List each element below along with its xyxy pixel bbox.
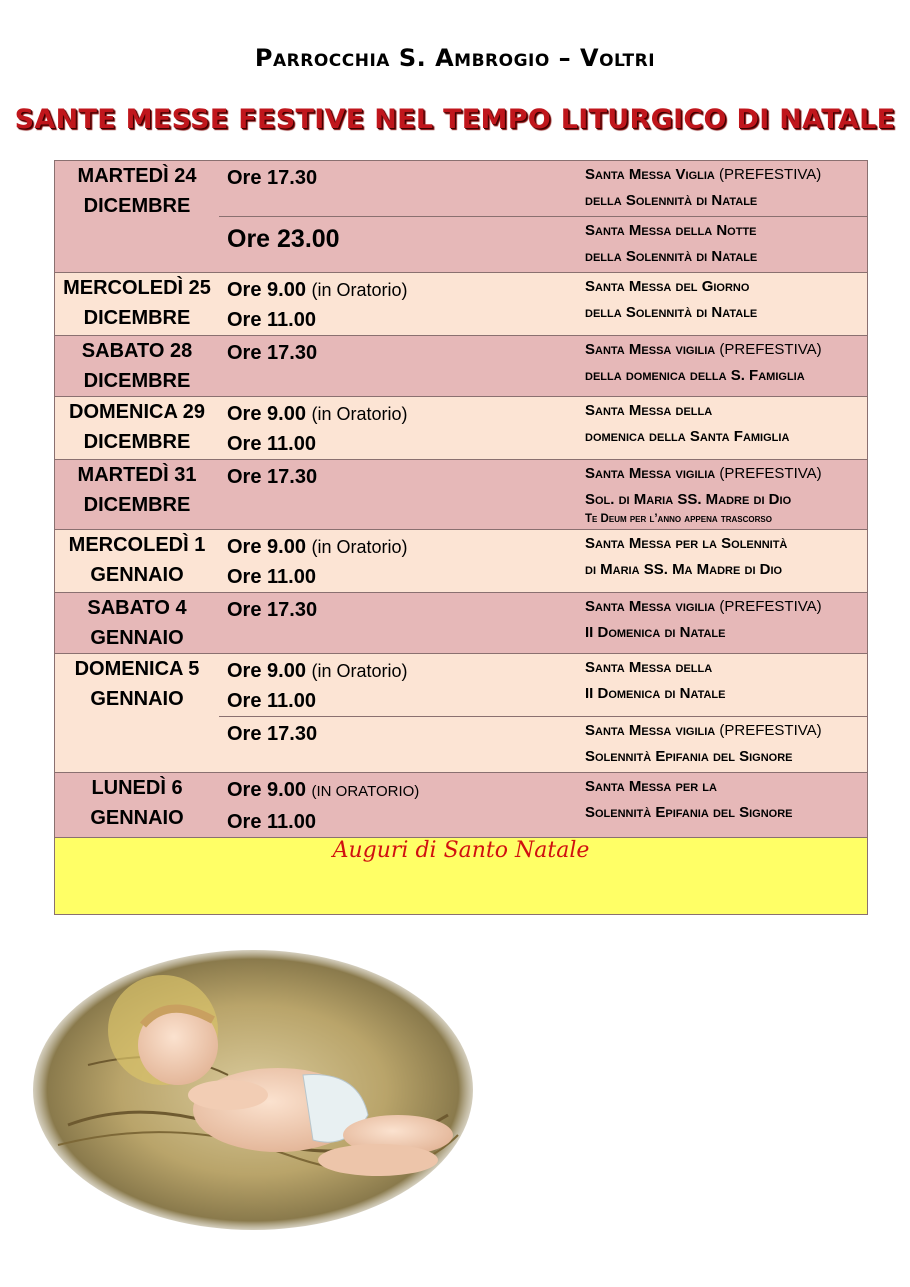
table-row [55,654,868,717]
day-cell [55,460,220,530]
mass-time: Ore 11.00 [227,309,316,331]
mass-occasion: domenica della Santa Famiglia [585,428,790,445]
day-name: MARTEDÌ 24 [77,165,197,187]
day-cell [55,773,220,838]
day-name: MERCOLEDÌ 25 [63,277,211,299]
mass-note: (PREFESTIVA) [719,465,822,482]
table-row [55,397,868,460]
mass-time: Ore 9.00 [227,660,306,682]
day-cell [55,593,220,654]
day-name: MARTEDÌ 31 [77,464,197,486]
day-name: DOMENICA 5 [74,658,200,680]
mass-time: Ore 9.00 [227,403,306,425]
table-row [55,530,868,593]
mass-note: (PREFESTIVA) [719,598,822,615]
description-cell [585,460,868,530]
day-cell [55,161,220,273]
day-name: MERCOLEDÌ 1 [68,534,206,556]
time-cell [219,397,585,460]
time-cell [219,460,585,530]
location-note: (IN ORATORIO) [311,783,420,800]
day-name: LUNEDÌ 6 [91,777,183,799]
mass-time: Ore 9.00 [227,279,306,301]
table-row [55,336,868,397]
day-name: DOMENICA 29 [69,401,205,423]
mass-time: Ore 17.30 [227,342,318,364]
mass-time: Ore 9.00 [227,536,306,558]
mass-occasion: della domenica della S. Famiglia [585,367,805,384]
description-cell [585,773,868,838]
time-cell [219,717,585,773]
mass-title: Santa Messa della Notte [585,222,757,239]
mass-title: Santa Messa vigilia [585,722,716,739]
time-cell [219,593,585,654]
mass-title: Santa Messa della [585,402,713,419]
mass-time: Ore 11.00 [227,811,316,833]
month-name: GENNAIO [90,564,184,586]
mass-note: (PREFESTIVA) [719,722,822,739]
baby-jesus-in-manger-illustration [28,945,478,1235]
greeting: Auguri di Santo Natale [55,838,868,915]
table-row [55,773,868,838]
month-name: DICEMBRE [83,195,191,217]
table-row [55,161,868,217]
description-cell [585,593,868,654]
time-cell [219,654,585,717]
day-name: SABATO 4 [87,597,187,619]
mass-time: Ore 9.00 [227,779,306,801]
mass-occasion: Solennità Epifania del Signore [585,804,793,821]
time-cell [219,773,585,838]
day-name: SABATO 28 [81,340,193,362]
description-cell [585,161,868,217]
description-cell [585,217,868,273]
description-cell [585,654,868,717]
month-name: DICEMBRE [83,307,191,329]
description-cell [585,397,868,460]
parish-name: Parrocchia S. Ambrogio – Voltri [254,44,656,72]
mass-time: Ore 17.30 [227,167,318,189]
mass-occasion: Sol. di Maria SS. Madre di Dio [585,491,792,508]
month-name: DICEMBRE [83,431,191,453]
mass-title: Santa Messa per la Solennità [585,535,788,552]
mass-note: (PREFESTIVA) [719,341,822,358]
mass-time: Ore 11.00 [227,433,316,455]
mass-occasion: della Solennità di Natale [585,192,758,209]
mass-schedule-table [54,160,868,915]
mass-title: Santa Messa vigilia [585,341,716,358]
description-cell [585,530,868,593]
location-note: (in Oratorio) [311,661,408,681]
table-row [55,460,868,530]
mass-time: Ore 11.00 [227,566,316,588]
location-note: (in Oratorio) [311,280,408,300]
mass-time: Ore 17.30 [227,723,318,745]
mass-title: Santa Messa vigilia [585,465,716,482]
month-name: GENNAIO [90,688,184,710]
description-cell [585,273,868,336]
mass-title: Santa Messa della [585,659,713,676]
mass-occasion: II Domenica di Natale [585,685,726,702]
time-cell [219,530,585,593]
mass-occasion: di Maria SS. Ma Madre di Dio [585,561,783,578]
mass-time: Ore 23.00 [227,225,340,253]
mass-time: Ore 17.30 [227,466,318,488]
day-cell [55,273,220,336]
mass-occasion: della Solennità di Natale [585,304,758,321]
description-cell [585,336,868,397]
day-cell [55,397,220,460]
mass-title: Santa Messa vigilia [585,598,716,615]
time-cell [219,273,585,336]
page-title: SANTE MESSE FESTIVE NEL TEMPO LITURGICO DI NATALE [14,104,896,135]
location-note: (in Oratorio) [311,537,408,557]
te-deum-note: Te Deum per l’anno appena trascorso [585,513,772,525]
mass-occasion: II Domenica di Natale [585,624,726,641]
mass-occasion: Solennità Epifania del Signore [585,748,793,765]
location-note: (in Oratorio) [311,404,408,424]
description-cell [585,717,868,773]
table-row [55,838,868,915]
month-name: GENNAIO [90,807,184,829]
table-row [55,593,868,654]
table-row [55,273,868,336]
mass-note: (PREFESTIVA) [719,166,822,183]
mass-title: Santa Messa Viglia [585,166,715,183]
time-cell [219,217,585,273]
mass-time: Ore 17.30 [227,599,318,621]
mass-time: Ore 11.00 [227,690,316,712]
month-name: DICEMBRE [83,370,191,392]
time-cell [219,336,585,397]
mass-title: Santa Messa per la [585,778,717,795]
month-name: DICEMBRE [83,494,191,516]
mass-title: Santa Messa del Giorno [585,278,750,295]
mass-occasion: della Solennità di Natale [585,248,758,265]
time-cell [219,161,585,217]
day-cell [55,654,220,773]
day-cell [55,530,220,593]
month-name: GENNAIO [90,627,184,649]
day-cell [55,336,220,397]
